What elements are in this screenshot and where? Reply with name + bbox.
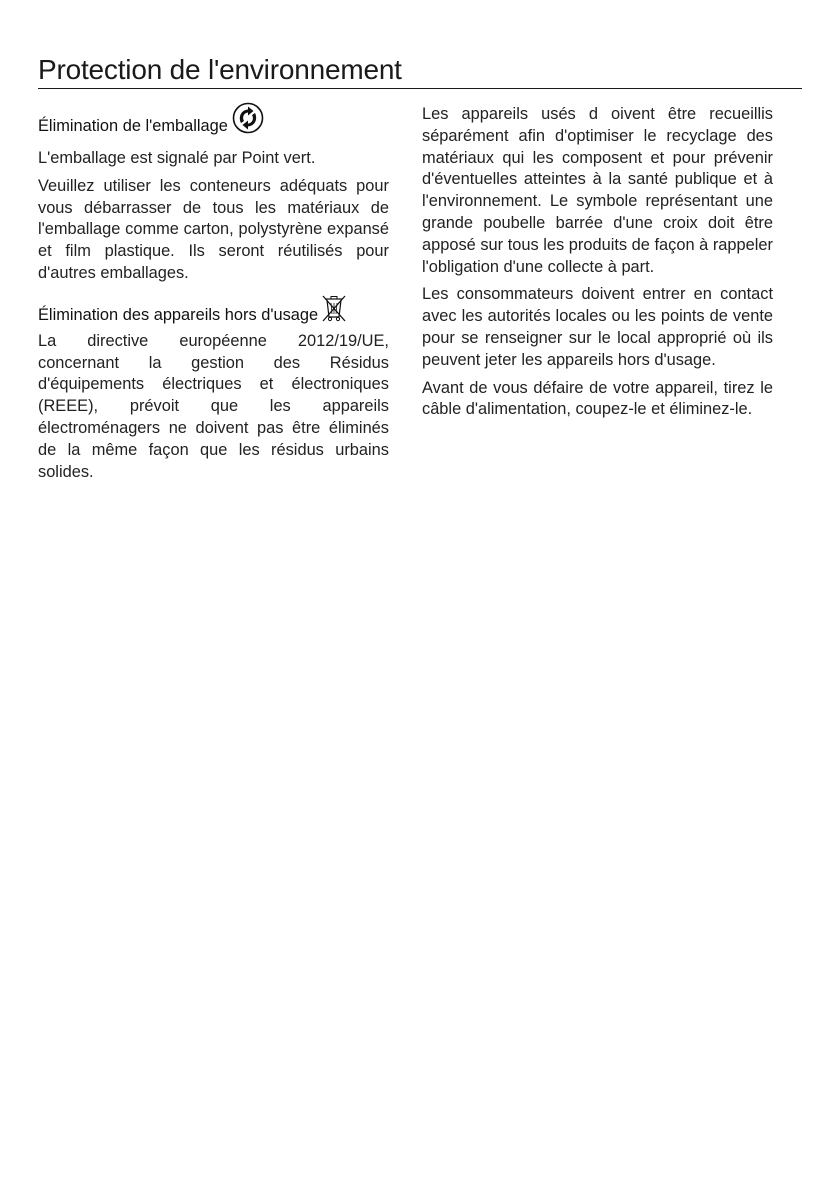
packaging-paragraph-1: L'emballage est signalé par Point vert. [38,149,316,167]
page-title: Protection de l'environnement [38,52,802,89]
right-paragraph-3: Avant de vous défaire de votre appareil, tirez le câble d'alimentation, coupez-le et éliminez-le. [422,378,773,419]
section-heading-packaging-label: Élimination de l'emballage [38,117,228,136]
section-heading-packaging [38,106,389,138]
green-dot-recycle-icon [232,102,264,134]
packaging-paragraph-2: Veuillez utiliser les conteneurs adéquats pour vous débarrasser de tous les matériaux de l'emballage comme carton, polystyrène expansé et film plastique. Ils seront réutilisés pour d'autres emballages. [38,176,389,282]
right-column [422,104,773,427]
right-paragraph-2: Les consommateurs doivent entrer en contact avec les autorités locales ou les points de vente pour se renseigner sur le local approprié où ils peuvent jeter les appareils hors d'usage. [422,285,773,369]
section-heading-appliances [38,297,389,327]
right-paragraph-1: Les appareils usés d oivent être recueillis séparément afin d'optimiser le recyclage des matériaux qui les composent et pour prévenir d'éventuelles atteintes à la santé publique et à l'environnement. Le symbole représentant une grande poubelle barrée d'une croix doit être apposé sur tous les produits de façon à rappeler l'obligation d'une collecte à part. [422,105,773,276]
crossed-out-wheelie-bin-icon [320,293,348,323]
section-heading-appliances-label: Élimination des appareils hors d'usage [38,305,319,324]
left-column [38,104,389,489]
appliances-paragraph-1: La directive européenne 2012/19/UE, concernant la gestion des Résidus d'équipements électriques et électroniques (REEE), prévoit que les appareils électroménagers ne doivent pas être éliminés de la même façon que les résidus urbains solides. [38,331,389,481]
